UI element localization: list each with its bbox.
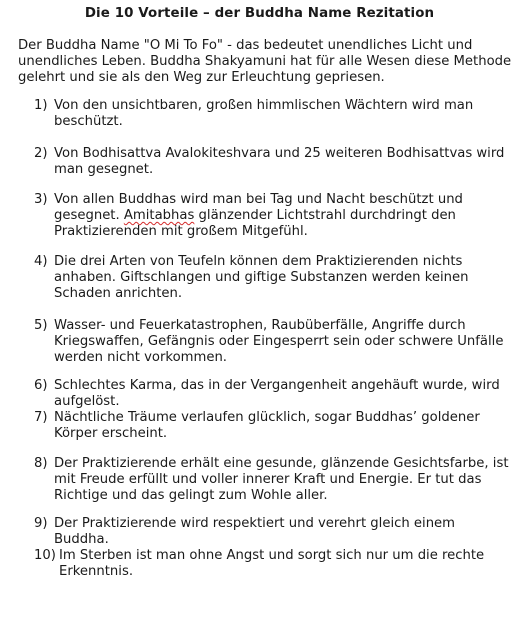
- list-item: [34, 146, 512, 178]
- list-item: [34, 192, 512, 240]
- item-number: 10): [34, 548, 56, 563]
- list-item: [34, 456, 512, 504]
- list-item: [34, 516, 512, 548]
- item-text: Von den unsichtbaren, großen himmlischen Wächtern wird man beschützt.: [54, 98, 474, 129]
- item-number: 9): [34, 516, 48, 531]
- list-item: [34, 378, 512, 410]
- misspelled-word: Amitabhas: [123, 208, 195, 223]
- item-text: Wasser- und Feuerkatastrophen, Raubüberfälle, Angriffe durch Kriegswaffen, Gefängnis oder Eingesperrt sein oder schwere Unfälle werden nicht vorkommen.: [54, 318, 504, 365]
- item-number: 6): [34, 378, 48, 393]
- item-text: Der Praktizierende wird respektiert und verehrt gleich einem Buddha.: [54, 516, 456, 547]
- item-number: 4): [34, 254, 48, 269]
- item-number: 1): [34, 98, 48, 113]
- item-text: [34, 192, 512, 240]
- intro-paragraph: Der Buddha Name "O Mi To Fo" - das bedeutet unendliches Licht und unendliches Leben. Buddha Shakyamuni hat für alle Wesen diese Methode gelehrt und sie als den Weg zur Erleuchtung gepriesen.: [18, 38, 512, 85]
- list-item: [34, 548, 512, 580]
- item-number: 8): [34, 456, 48, 471]
- item-text: Der Praktizierende erhält eine gesunde, glänzende Gesichtsfarbe, ist mit Freude erfüllt und voller innerer Kraft und Energie. Er tut das Richtige und das gelingt zum Wohle aller.: [54, 456, 509, 503]
- list-item: [34, 410, 512, 442]
- list-item: [34, 318, 512, 366]
- item-text: Schlechtes Karma, das in der Vergangenheit angehäuft wurde, wird aufgelöst.: [54, 378, 500, 409]
- item-text: Die drei Arten von Teufeln können dem Praktizierenden nichts anhaben. Giftschlangen und giftige Substanzen werden keinen Schaden anrichten.: [54, 254, 469, 301]
- item-text-part: Von allen Buddhas wird man bei Tag und Nacht beschützt und gesegnet.: [54, 192, 463, 223]
- item-text: Von Bodhisattva Avalokiteshvara und 25 weiteren Bodhisattvas wird man gesegnet.: [54, 146, 505, 177]
- item-text-part: glänzender Lichtstrahl durchdringt den Praktizierenden mit großem Mitgefühl.: [54, 208, 456, 239]
- item-number: 3): [34, 192, 48, 207]
- list-item: [34, 98, 512, 130]
- list-item: [34, 254, 512, 302]
- item-text: Nächtliche Träume verlaufen glücklich, sogar Buddhas’ goldener Körper erscheint.: [54, 410, 480, 441]
- item-number: 7): [34, 410, 48, 425]
- item-number: 5): [34, 318, 48, 333]
- document-title: Die 10 Vorteile – der Buddha Name Rezitation: [84, 6, 435, 21]
- item-text: Im Sterben ist man ohne Angst und sorgt sich nur um die rechte Erkenntnis.: [59, 548, 485, 579]
- item-number: 2): [34, 146, 48, 161]
